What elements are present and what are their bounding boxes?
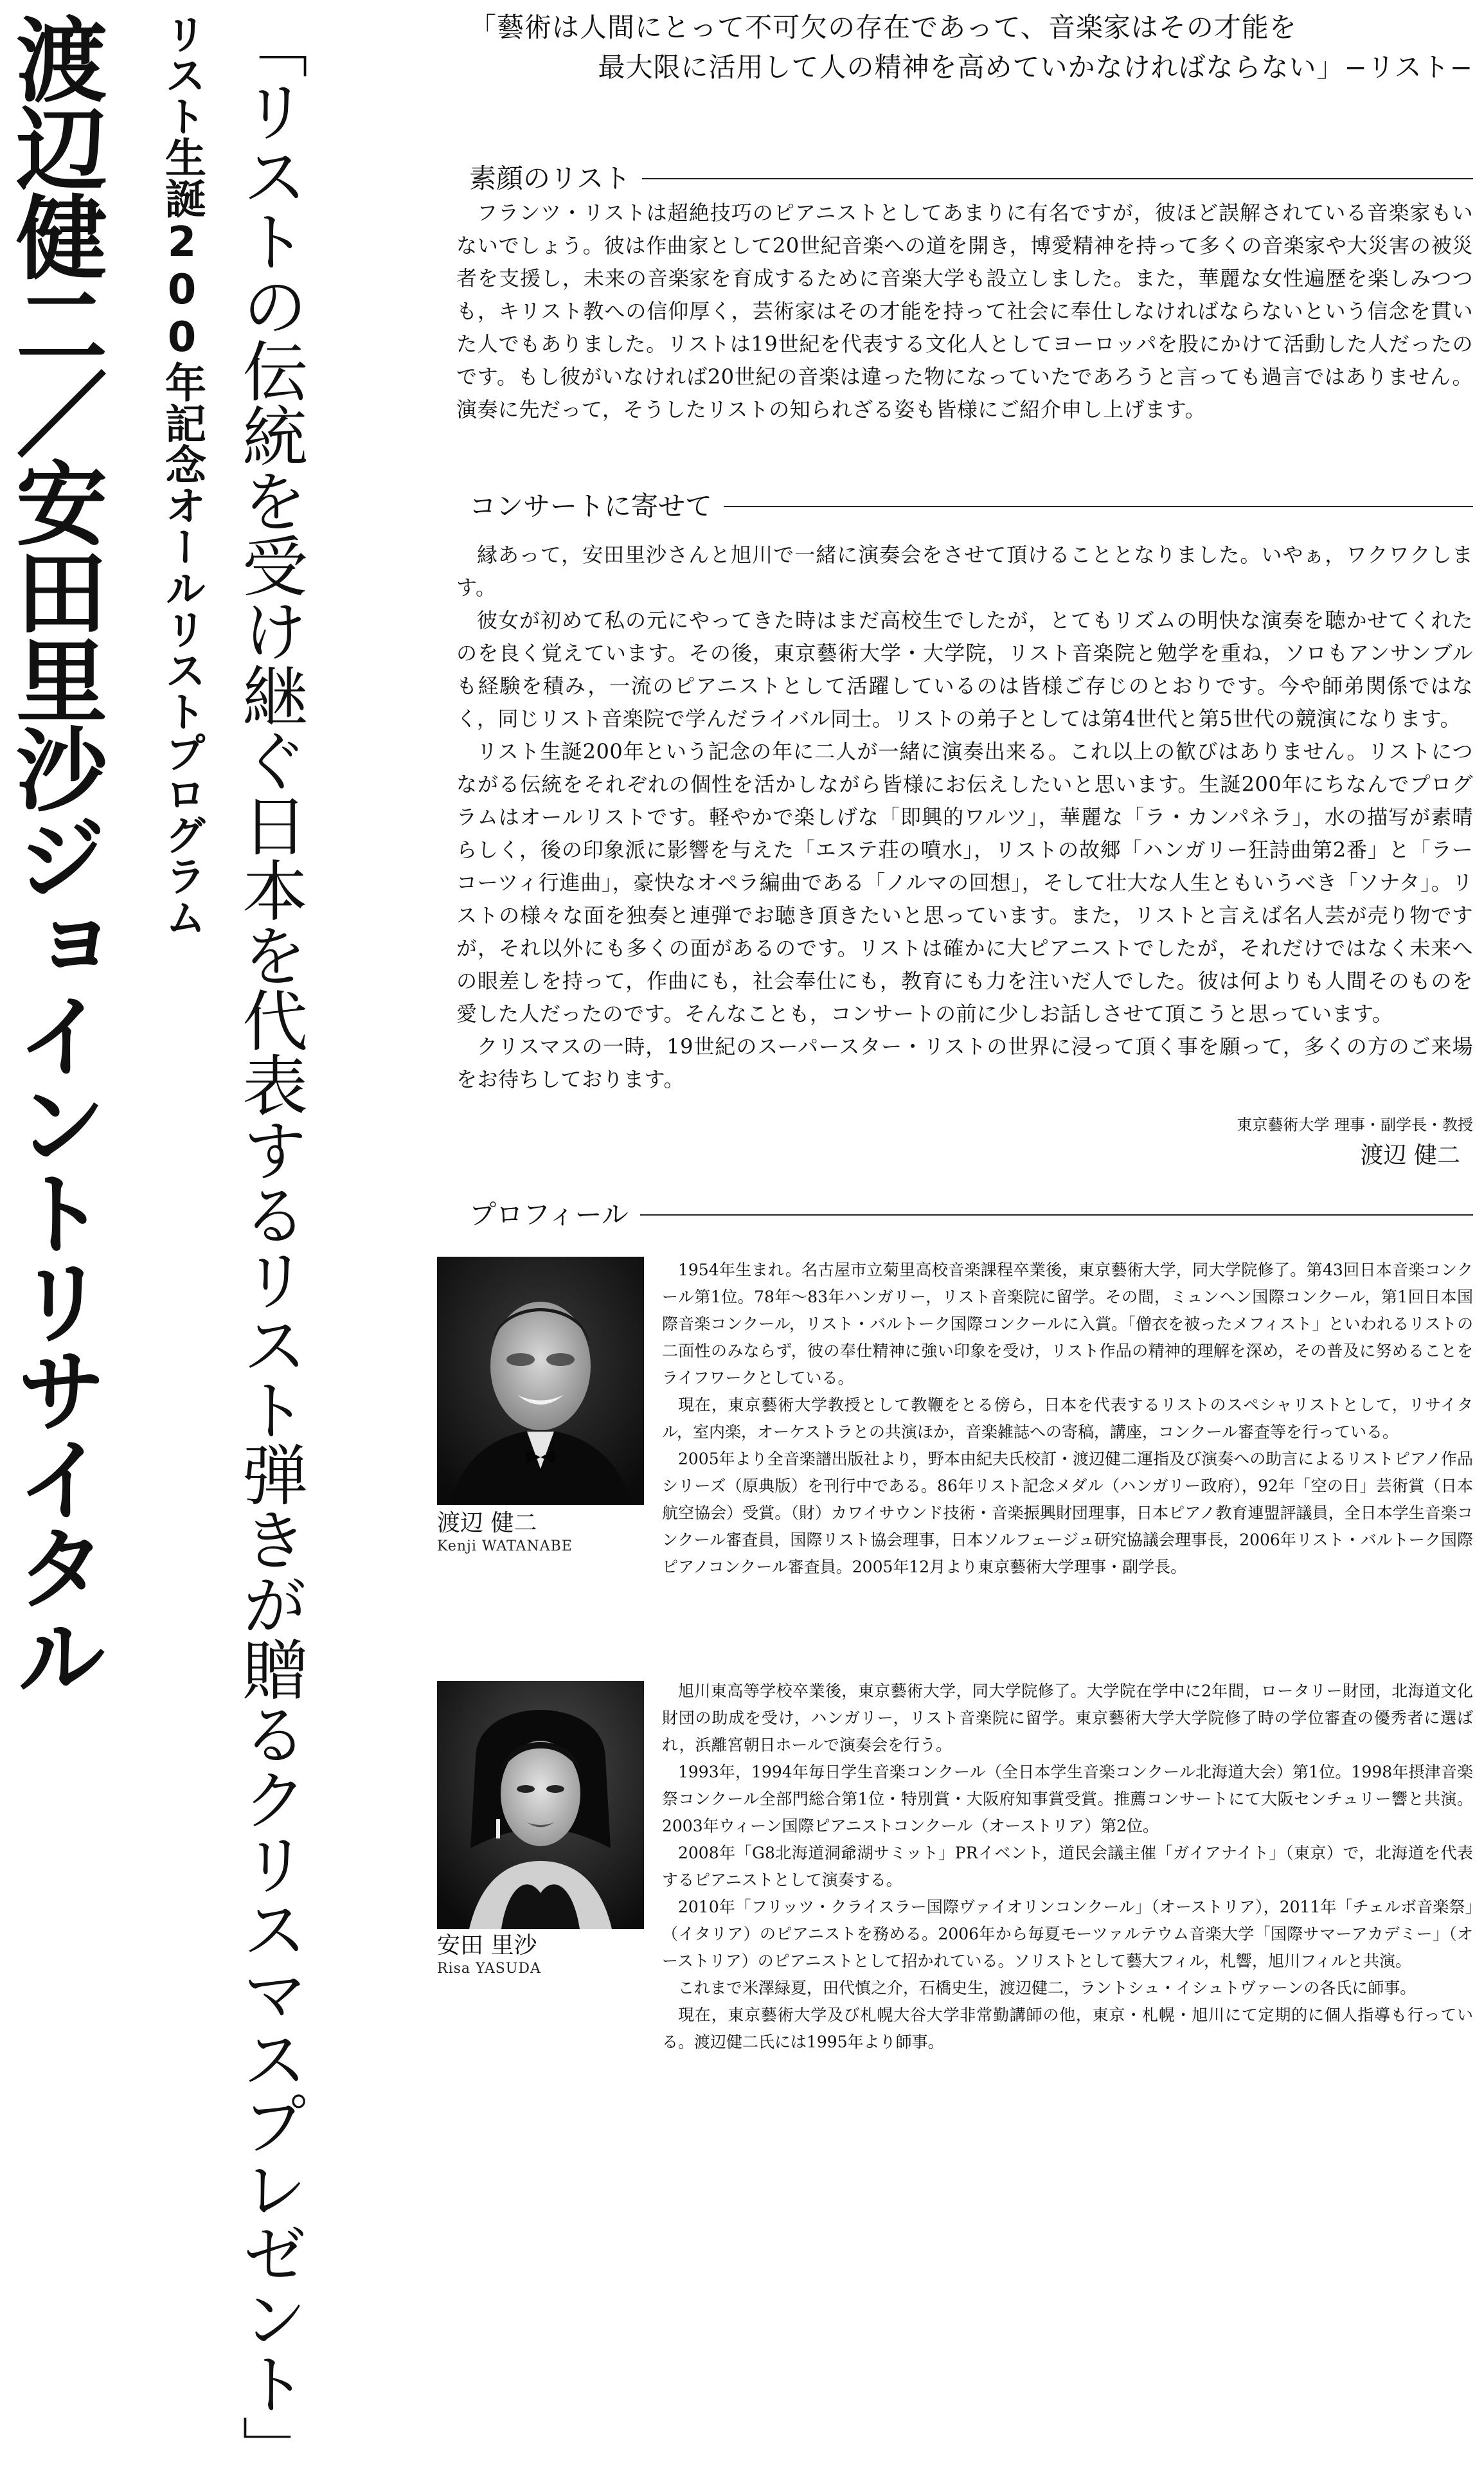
quote-line-1: 「藝術は人間にとって不可欠の存在であって、音楽家はその才能を xyxy=(469,12,1297,43)
paragraph: リスト生誕200年という記念の年に二人が一緒に演奏出来る。これ以上の歓びはありません。リストにつながる伝統をそれぞれの個性を活かしながら皆様にお伝えしたいと思います。生誕200年にちなんでプログラムはオールリストです。軽やかで楽しげな「即興的ワルツ」，華麗な「ラ・カンパネラ」，水の描写が素晴らしく，後の印象派に影響を与えた「エステ荘の噴水」，リストの故郷「ハンガリー狂詩曲第2番」と「ラーコーツィ行進曲」，豪快なオペラ編曲である「ノルマの回想」，そして壮大な人生ともいうべき「ソナタ」。リストの様々な面を独奏と連弾でお聴き頂きたいと思っています。また，リストと言えば名人芸が売り物ですが，それ以外にも多くの面があるのです。リストは確かに大ピアニストでしたが，それだけではなく未来への眼差しを持って，作曲にも，社会奉仕にも，教育にも力を注いだ人でした。彼は何よりも人間そのものを愛した人だったのです。そんなことも，コンサートの前に少しお話しさせて頂こうと思っています。 xyxy=(456,739,1473,1026)
heading-rule xyxy=(724,506,1473,507)
section-heading-concert xyxy=(469,489,1473,521)
paragraph: 2005年より全音楽譜出版社より，野本由紀夫氏校訂・渡辺健二運指及び演奏への助言によるリストピアノ作品シリーズ（原典版）を刊行中である。86年リスト記念メダル（ハンガリー政府），92年「空の日」芸術賞（日本航空協会）受賞。（財）カワイサウンド技術・音楽振興財団理事，日本ピアノ教育連盟評議員，全日本学生音楽コンクール審査員，国際リスト協会理事，日本ソルフェージュ研究協議会理事長，2006年リスト・バルトーク国際ピアノコンクール審査員。2005年12月より東京藝術大学理事・副学長。 xyxy=(662,1450,1473,1576)
paragraph: フランツ・リストは超絶技巧のピアニストとしてあまりに有名ですが，彼ほど誤解されている音楽家もいないでしょう。彼は作曲家として20世紀音楽への道を開き，博愛精神を持って多くの音楽家や大災害の被災者を支援し，未来の音楽家を育成するために音楽大学も設立しました。また，華麗な女性遍歴を楽しみつつも，キリスト教への信仰厚く，芸術家はその才能を持って社会に奉仕しなければならないという信念を貫いた人でもありました。リストは19世紀を代表する文化人としてヨーロッパを股にかけて活動した人だったのです。もし彼がいなければ20世紀の音楽は違った物になっていたであろうと言っても過言ではありません。演奏に先だって，そうしたリストの知られざる姿も皆様にご紹介申し上げます。 xyxy=(456,201,1473,422)
content-column xyxy=(437,0,1473,2117)
paragraph: 現在，東京藝術大学及び札幌大谷大学非常勤講師の他，東京・札幌・旭川にて定期的に個人指導も行っている。渡辺健二氏には1995年より師事。 xyxy=(662,2006,1473,2051)
paragraph: 2008年「G8北海道洞爺湖サミット」PRイベント，道民会議主催「ガイアナイト」（東京）で，北海道を代表するピアニストとして演奏する。 xyxy=(662,1844,1473,1889)
paragraph: 縁あって，安田里沙さんと旭川で一緒に演奏会をさせて頂けることとなりました。いやぁ，ワクワクします。 xyxy=(456,543,1473,600)
heading-rule xyxy=(640,1214,1473,1216)
paragraph: 彼女が初めて私の元にやってきた時はまだ高校生でしたが，とてもリズムの明快な演奏を聴かせてくれたのを良く覚えています。その後，東京藝術大学・大学院，リスト音楽院と勉学を重ね，ソロもアンサンブルも経験を積み，一流のピアニストとして活躍しているのは皆様ご存じのとおりです。今や師弟関係ではなく，同じリスト音楽院で学んだライバル同士。リストの弟子としては第4世代と第5世代の競演になります。 xyxy=(456,608,1473,731)
liszt-quote xyxy=(469,8,1473,87)
program-subtitle: リスト生誕200年記念オールリストプログラム xyxy=(158,13,206,937)
section-title: 素顔のリスト xyxy=(469,163,631,194)
section-heading-sugao xyxy=(469,161,1473,193)
signature-title: 東京藝術大学 理事・副学長・教授 xyxy=(1237,1116,1473,1134)
profile-yasuda xyxy=(662,1678,1473,2056)
quote-line-2: 最大限に活用して人の精神を高めていかなければならない」−リスト− xyxy=(598,51,1473,83)
paragraph: クリスマスの一時，19世紀のスーパースター・リストの世界に浸って頂く事を願って，多くの方のご来場をお待ちしております。 xyxy=(456,1034,1473,1092)
sugao-body xyxy=(456,197,1473,426)
portrait-watanabe xyxy=(437,1257,644,1505)
recital-title: 渡辺健二／安田里沙ジョイントリサイタル xyxy=(1,13,107,1698)
heading-rule xyxy=(642,178,1473,179)
profile-name-jp: 渡辺 健二 xyxy=(437,1510,537,1536)
section-heading-profile xyxy=(469,1197,1473,1229)
paragraph: 2010年「フリッツ・クライスラー国際ヴァイオリンコンクール」（オーストリア），2011年「チェルボ音楽祭」（イタリア）のピアニストを務める。2006年から毎夏モーツァルテウム音楽大学「国際サマーアカデミー」（オーストリア）のピアニストとして招かれている。ソリストとして藝大フィル，札響，旭川フィルと共演。 xyxy=(662,1898,1473,1970)
profile-watanabe xyxy=(662,1257,1473,1581)
tagline: 「リストの伝統を受け継ぐ日本を代表するリスト弾きが贈るクリスマスプレゼント」 xyxy=(231,13,308,2480)
signature xyxy=(456,1112,1473,1174)
signature-name: 渡辺 健二 xyxy=(1360,1142,1460,1169)
paragraph: 現在，東京藝術大学教授として教鞭をとる傍ら，日本を代表するリストのスペシャリストとして，リサイタル，室内楽，オーケストラとの共演ほか，音楽雑誌への寄稿，講座，コンクール審査等を行っている。 xyxy=(662,1396,1473,1441)
profile-name-en: Kenji WATANABE xyxy=(437,1538,573,1554)
paragraph: 旭川東高等学校卒業後，東京藝術大学，同大学院修了。大学院在学中に2年間，ロータリー財団，北海道文化財団の助成を受け，ハンガリー，リスト音楽院に留学。東京藝術大学大学院修了時の学位審査の優秀者に選ばれ，浜離宮朝日ホールで演奏会を行う。 xyxy=(662,1682,1473,1754)
paragraph: 1954年生まれ。名古屋市立菊里高校音楽課程卒業後，東京藝術大学，同大学院修了。第43回日本音楽コンクール第1位。78年〜83年ハンガリー，リスト音楽院に留学。その間，ミュンヘン国際コンクール，第1回日本国際音楽コンクール，リスト・バルトーク国際コンクールに入賞。「僧衣を被ったメフィスト」といわれるリストの二面性のみならず，彼の奉仕精神に強い印象を受け，リスト作品の精神的理解を深め，その普及に努めることをライフワークとしている。 xyxy=(662,1261,1473,1387)
portrait-yasuda xyxy=(437,1681,644,1929)
profile-name-en: Risa YASUDA xyxy=(437,1961,541,1977)
section-title: コンサートに寄せて xyxy=(469,490,713,522)
profile-name-jp: 安田 里沙 xyxy=(437,1932,537,1959)
concert-body xyxy=(456,539,1473,1096)
paragraph: これまで米澤緑夏，田代慎之介，石橋史生，渡辺健二，ラントシュ・イシュトヴァーンの各氏に師事。 xyxy=(678,1979,1417,1997)
section-title: プロフィール xyxy=(469,1199,629,1230)
paragraph: 1993年，1994年毎日学生音楽コンクール（全日本学生音楽コンクール北海道大会）第1位。1998年摂津音楽祭コンクール全部門総合第1位・特別賞・大阪府知事賞受賞。推薦コンサートにて大阪センチュリー響と共演。2003年ウィーン国際ピアニストコンクール（オーストリア）第2位。 xyxy=(662,1763,1473,1835)
portrait-yasuda-image xyxy=(437,1681,644,1929)
portrait-watanabe-image xyxy=(437,1257,644,1505)
